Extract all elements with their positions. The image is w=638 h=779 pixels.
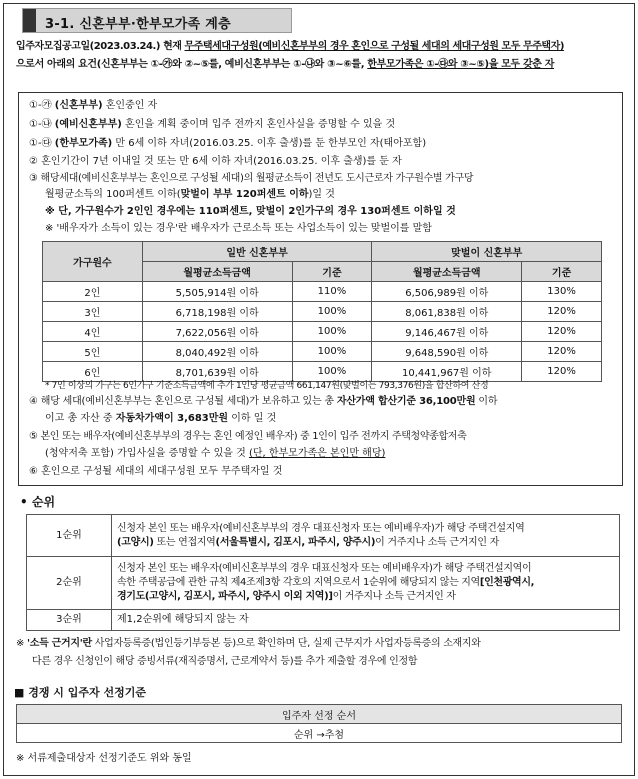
intro-single-parent: 한부모가족은 ①-㉰와 ③~⑤)을 모두 갖춘 자 [367, 59, 555, 70]
cond-4-asset: 자산가액 합산기준 36,100만원 [336, 396, 476, 407]
rank-2-text-b: 이 거주지나 소득 근거지인 자 [332, 591, 456, 602]
cond-3-text-c: )일 것 [308, 189, 335, 200]
cond-1c-text: 만 6세 이하 자녀(2016.03.25. 이후 출생)를 둔 한부모인 자(태아포함) [112, 138, 427, 149]
cond-1b-label: (예비신혼부부) [54, 119, 122, 130]
cond-5-exception: (단, 한부모가족은 본인만 해당) [248, 448, 386, 459]
title-accent-bar [23, 9, 36, 32]
cond-1b-num: ①-㉯ [29, 119, 55, 130]
cond-4-text-c: 이하 [475, 396, 498, 407]
cell-members: 5인 [43, 342, 143, 362]
intro-line-2 [16, 58, 554, 72]
cell-dual-amount: 10,441,967원 이하 [372, 362, 522, 382]
cond-2: ② 혼인기간이 7년 이내일 것 또는 만 6세 이하 자녀(2016.03.25. 이후 출생)를 둔 자 [29, 156, 402, 167]
rank-note-line2: 다른 경우 신청인이 해당 증빙서류(재직증명서, 근로계약서 등)를 추가 제출할 경우에 인정함 [32, 656, 418, 667]
income-table [42, 241, 602, 382]
th-general-std: 기준 [292, 262, 372, 282]
cond-3-text-a: 월평균소득의 100퍼센트 이하( [45, 189, 181, 200]
rank-1-desc [112, 515, 620, 557]
cond-1c-num: ①-㉰ [29, 138, 55, 149]
cond-3-line2 [45, 188, 335, 202]
th-members: 가구원수 [43, 242, 143, 282]
rank-2-text-a: 속한 주택공급에 관한 규칙 제4조제3항 각호의 지역으로서 1순위에 해당되지 않는 지역 [117, 577, 480, 588]
selection-table [16, 704, 622, 743]
rank-heading: • 순위 [20, 495, 56, 509]
section-title: 3-1. 신혼부부·한부모가족 계층 [45, 17, 231, 32]
cell-general-amount: 6,718,198원 이하 [142, 302, 292, 322]
intro-line-1 [16, 40, 564, 54]
rank-note-text: 사업자등록증(법인등기부등본 등)으로 확인하며 단, 실제 근무지가 사업자등록증의 소재지와 [91, 638, 481, 649]
cell-dual-amount: 9,648,590원 이하 [372, 342, 522, 362]
cond-3-note-2: ※ '배우자가 소득이 있는 경우'란 배우자가 근로소득 또는 사업소득이 있는 맞벌이를 말함 [45, 223, 432, 234]
cell-general-amount: 5,505,914원 이하 [142, 282, 292, 302]
selection-table-header: 입주자 선정 순서 [17, 705, 622, 724]
rank-note-mark: ※ [16, 638, 27, 649]
cell-general-std: 100% [292, 342, 372, 362]
rank-1-area: (고양시) [117, 536, 154, 548]
cell-general-std: 100% [292, 362, 372, 382]
cell-general-amount: 8,040,492원 이하 [142, 342, 292, 362]
cond-3-dual: 맞벌이 부부 120퍼센트 이하 [180, 189, 309, 200]
conditions-box [18, 92, 623, 486]
rank-heading-text: 순위 [31, 495, 56, 509]
rank-1-text-d: 이 거주지나 소득 근거지인 자 [375, 536, 500, 548]
cell-dual-std: 120% [522, 362, 602, 382]
th-dual-amount: 월평균소득금액 [372, 262, 522, 282]
cond-5-text: (청약저축 포함) 가입사실을 증명할 수 있을 것 [45, 448, 249, 459]
cell-members: 4인 [43, 322, 143, 342]
cell-members: 3인 [43, 302, 143, 322]
cell-dual-amount: 9,146,467원 이하 [372, 322, 522, 342]
table-row [43, 302, 602, 322]
cell-dual-std: 130% [522, 282, 602, 302]
cond-4-text-a: ④ 해당 세대(예비신혼부부는 혼인으로 구성될 세대)가 보유하고 있는 총 [29, 396, 337, 407]
cond-1a-text: 혼인중인 자 [102, 100, 158, 111]
cell-general-amount: 7,622,056원 이하 [142, 322, 292, 342]
cell-members: 6인 [43, 362, 143, 382]
rank-2-desc [112, 557, 620, 610]
intro-homeless-req: 무주택세대구성원(예비신혼부부의 경우 혼인으로 구성될 세대의 세대구성원 모두 무주택자) [184, 41, 564, 52]
rank-row-3 [27, 610, 620, 631]
cell-dual-std: 120% [522, 302, 602, 322]
cond-1a-label: (신혼부부) [54, 100, 103, 111]
rank-row-1 [27, 515, 620, 557]
cond-1a [29, 99, 157, 113]
th-general-amount: 월평균소득금액 [142, 262, 292, 282]
cell-general-std: 110% [292, 282, 372, 302]
rank-3-label: 3순위 [27, 610, 112, 631]
rank-2-area-b: 경기도(고양시, 김포시, 파주시, 양주시 이외 지역)] [117, 591, 333, 602]
th-dual: 맞벌이 신혼부부 [372, 242, 602, 262]
cond-3-note-1: ※ 단, 가구원수가 2인인 경우에는 110퍼센트, 맞벌이 2인가구의 경우 130퍼센트 이하일 것 [45, 206, 456, 217]
cond-4-text-d: 이고 총 자산 중 [45, 413, 116, 424]
cond-4-line2 [45, 412, 276, 426]
th-dual-std: 기준 [522, 262, 602, 282]
th-general: 일반 신혼부부 [142, 242, 372, 262]
cond-1b [29, 118, 395, 132]
cell-members: 2인 [43, 282, 143, 302]
table-row [43, 282, 602, 302]
cond-1c-label: (한부모가족) [54, 138, 113, 149]
table-row [43, 322, 602, 342]
rank-table [26, 514, 620, 631]
cond-4-text-f: 이하 일 것 [228, 413, 277, 424]
table-footnote: * 7인 이상의 가구는 6인가구 기준소득금액에 추가 1인당 평균금액 661,147원(맞벌이는 793,376원)을 합산하여 산정 [45, 381, 489, 391]
rank-1-line2 [117, 536, 614, 550]
cell-general-std: 100% [292, 322, 372, 342]
rank-1-line1: 신청자 본인 또는 배우자(예비신혼부부의 경우 대표신청자 또는 예비배우자)가 해당 주택건설지역 [117, 522, 525, 534]
rank-1-adjacent: (서울특별시, 김포시, 파주시, 양주시) [215, 536, 376, 548]
cell-dual-amount: 6,506,989원 이하 [372, 282, 522, 302]
cond-1a-num: ①-㉮ [29, 100, 55, 111]
rank-1-text-b: 또는 연접지역 [153, 536, 216, 548]
cell-general-amount: 8,701,639원 이하 [142, 362, 292, 382]
cond-5-line1: ⑤ 본인 또는 배우자(예비신혼부부의 경우는 혼인 예정인 배우자) 중 1인이 입주 전까지 주택청약종합저축 [29, 431, 467, 442]
rank-note-line1 [16, 637, 481, 651]
section-title-box [22, 8, 292, 33]
rank-2-area-a: [인천광역시, [479, 577, 535, 588]
rank-2-line3 [117, 590, 614, 604]
selection-note: ※ 서류제출대상자 선정기준도 위와 동일 [16, 753, 192, 764]
table-row [43, 342, 602, 362]
selection-heading: ■ 경쟁 시 입주자 선정기준 [14, 686, 146, 699]
cond-4-car: 자동차가액이 3,683만원 [115, 413, 229, 424]
cond-1b-text: 혼인을 계획 중이며 입주 전까지 혼인사실을 증명할 수 있을 것 [121, 119, 396, 130]
cond-6: ⑥ 혼인으로 구성될 세대의 세대구성원 모두 무주택자일 것 [29, 466, 283, 477]
intro-date: 입주자모집공고일(2023.03.24.) 현재 [16, 41, 185, 52]
intro-conditions: 으로서 아래의 요건(신혼부부는 ①-㉮와 ②~⑤를, 예비신혼부부는 ①-㉯와 ③~⑥를, [16, 59, 368, 70]
rank-2-line1: 신청자 본인 또는 배우자(예비신혼부부의 경우 대표신청자 또는 예비배우자)가 해당 주택건설지역이 [117, 563, 532, 574]
rank-note-term: '소득 근거지'란 [26, 638, 92, 649]
cond-1c [29, 137, 426, 151]
cond-4-line1 [29, 395, 497, 409]
cell-dual-amount: 8,061,838원 이하 [372, 302, 522, 322]
rank-row-2 [27, 557, 620, 610]
cond-3-line1: ③ 해당세대(예비신혼부부는 혼인으로 구성될 세대)의 월평균소득이 전년도 도시근로자 가구원수별 가구당 [29, 173, 474, 184]
cell-dual-std: 120% [522, 342, 602, 362]
rank-1-label: 1순위 [27, 515, 112, 557]
rank-2-line2 [117, 576, 614, 590]
selection-table-value: 순위 →추첨 [17, 724, 622, 743]
cond-5-line2 [45, 447, 385, 461]
rank-2-label: 2순위 [27, 557, 112, 610]
cell-dual-std: 120% [522, 322, 602, 342]
rank-3-desc: 제1,2순위에 해당되지 않는 자 [112, 610, 620, 631]
cell-general-std: 100% [292, 302, 372, 322]
